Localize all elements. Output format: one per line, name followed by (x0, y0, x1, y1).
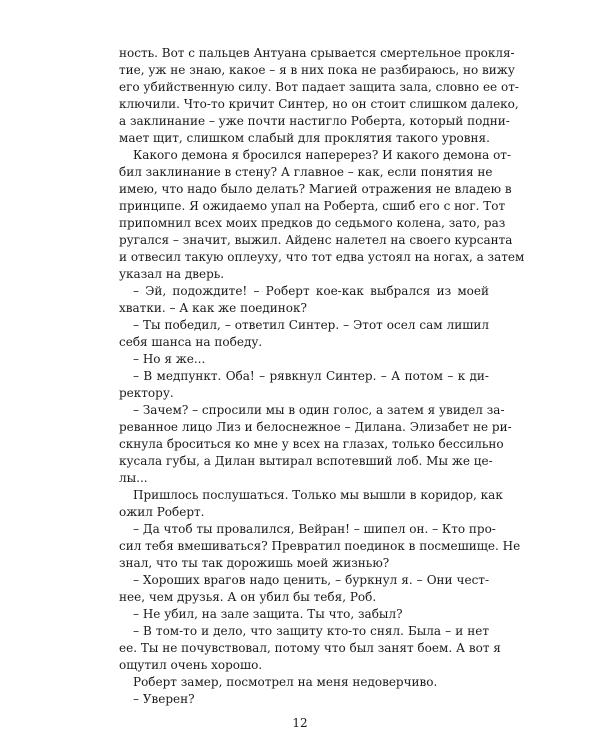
text-line: себя шанса на победу. (119, 335, 263, 349)
text-line: нее, чем друзья. А он убил бы тебя, Роб. (119, 590, 377, 604)
text-line: – Зачем? – спросили мы в один голос, а затем я увидел за- (133, 403, 505, 417)
text-line: хватки. – А как же поединок? (119, 301, 307, 315)
text-line: – Хороших врагов надо ценить, – буркнул я. – Они чест- (133, 573, 489, 587)
text-line: знал, что ты так дорожишь моей жизнью? (119, 556, 390, 570)
text-line: скнула броситься ко мне у всех на глазах, только бессильно (119, 437, 504, 451)
text-line: – Да чтоб ты провалился, Вейран! – шипел он. – Кто про- (133, 522, 496, 536)
text-line: лы... (119, 471, 148, 485)
text-line: Пришлось послушаться. Только мы вышли в коридор, как (133, 488, 503, 502)
text-line: указал на дверь. (119, 267, 225, 281)
text-line: мает щит, слишком слабый для проклятия такого уровня. (119, 131, 490, 145)
text-line: и отвесил такую оплеуху, что тот едва устоял на ногах, а затем (119, 250, 525, 264)
text-line: припомнил всех моих предков до седьмого колена, зато, раз (119, 216, 506, 230)
text-line: – Уверен? (133, 692, 195, 706)
text-line: ругался – значит, выжил. Айденс налетел на своего курсанта (119, 233, 513, 247)
text-line: – В медпункт. Оба! – рявкнул Синтер. – А потом – к ди- (133, 369, 489, 383)
text-line: – В том-то и дело, что защиту кто-то снял. Была – и нет (133, 624, 489, 638)
text-line: бил заклинание в стену? А главное – как, если понятия не (119, 165, 493, 179)
text-line: имею, что надо было делать? Магией отражения не владею в (119, 182, 512, 196)
text-line: – Эй, подождите! – Роберт кое-как выбрался из моей (133, 284, 489, 298)
text-line: ожил Роберт. (119, 505, 205, 519)
text-line: тие, уж не знаю, какое – я в них пока не разбираюсь, но вижу (119, 63, 515, 77)
text-line: а заклинание – уже почти настигло Роберта, который подни- (119, 114, 510, 128)
text-line: Какого демона я бросился наперерез? И какого демона от- (133, 148, 511, 162)
text-line: принципе. Я ожидаемо упал на Роберта, сшиб его с ног. Тот (119, 199, 506, 213)
text-line: ощутил очень хорошо. (119, 658, 263, 672)
text-line: ее. Ты не почувствовал, потому что был занят боем. А вот я (119, 641, 501, 655)
text-line: кусала губы, а Дилан вытирал вспотевший лоб. Мы же це- (119, 454, 493, 468)
page-number: 12 (292, 716, 308, 730)
text-line: – Ты победил, – ответил Синтер. – Этот осел сам лишил (133, 318, 489, 332)
text-line: ключили. Что-то кричит Синтер, но он стоит слишком далеко, (119, 97, 519, 111)
text-line: ректору. (119, 386, 174, 400)
text-line: – Не убил, на зале защита. Ты что, забыл? (133, 607, 403, 621)
text-line: Роберт замер, посмотрел на меня недоверчиво. (133, 675, 438, 689)
text-line: ность. Вот с пальцев Антуана срывается смертельное прокля- (119, 46, 515, 60)
text-line: реванное лицо Лиз и белоснежное – Дилана. Элизабет не ри- (119, 420, 512, 434)
text-line: его убийственную силу. Вот падает защита зала, словно ее от- (119, 80, 519, 94)
text-line: сил тебя вмешиваться? Превратил поединок в посмешище. Не (119, 539, 521, 553)
text-line: – Но я же... (133, 352, 206, 366)
page-body-text (119, 45, 525, 708)
